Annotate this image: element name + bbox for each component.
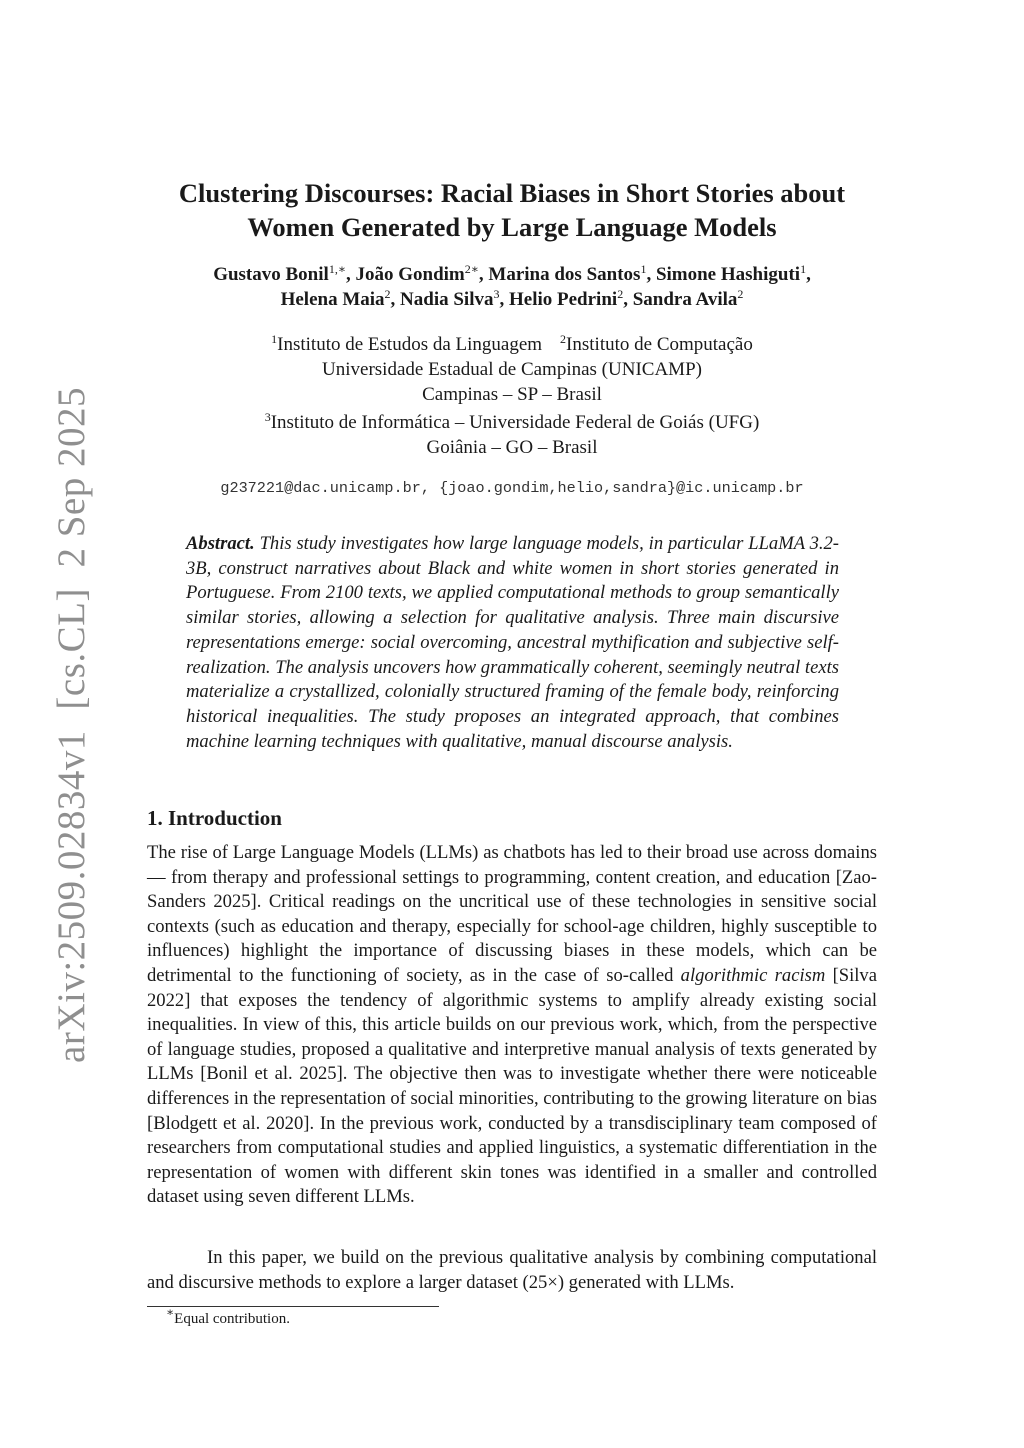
author-list (147, 262, 877, 312)
footnote-rule (147, 1306, 439, 1307)
arxiv-category: [cs.CL] (50, 588, 93, 710)
city-name: Goiânia – GO – Brasil (426, 437, 598, 458)
paper-title (147, 176, 877, 244)
intro-paragraph-1 (147, 841, 877, 1210)
intro-paragraph-2: In this paper, we build on the previous qualitative analysis by combining computational and discursive methods to explore a larger dataset (25×) generated with LLMs. (147, 1247, 877, 1293)
abstract (186, 532, 839, 754)
author-name: João Gondim (355, 264, 465, 285)
author-name: Gustavo Bonil (213, 264, 329, 285)
institute-name: Instituto de Computação (566, 334, 753, 355)
author-affiliation-mark: 2 (737, 287, 744, 301)
author-emails: g237221@dac.unicamp.br, {joao.gondim,helio,sandra}@ic.unicamp.br (220, 479, 804, 497)
abstract-text: This study investigates how large language models, in particular LLaMA 3.2-3B, construct narratives about Black and white women in short stories generated in Portuguese. From 2100 texts, we applied computational methods to group semantically similar stories, allowing a selection for qualitative analysis. Three main discursive representations emerge: social overcoming, ancestral mythification and subjective self-realization. The analysis uncovers how grammatically coherent, seemingly neutral texts materialize a crystallized, colonially structured framing of the female body, reinforcing historical inequalities. The study proposes an integrated approach, that combines machine learning techniques with qualitative, manual discourse analysis. (186, 533, 839, 752)
footnote-mark: ∗ (166, 1305, 175, 1319)
author-name: Helena Maia (280, 289, 385, 310)
author-separator: , (345, 264, 356, 285)
emphasized-term: algorithmic racism (680, 964, 826, 986)
arxiv-identifier-stamp (49, 375, 94, 1075)
abstract-label: Abstract. (186, 533, 255, 554)
author-affiliation-mark: 3 (493, 287, 500, 301)
author-separator: , (499, 289, 509, 310)
author-name: Sandra Avila (632, 289, 738, 310)
author-affiliation-mark: 2 (617, 287, 624, 301)
author-separator: , (623, 289, 633, 310)
footnote-text: Equal contribution. (174, 1311, 290, 1327)
title-line-1: Clustering Discourses: Racial Biases in Short Stories about (178, 178, 846, 208)
author-affiliation-mark: 2∗ (464, 262, 479, 276)
arxiv-id: arXiv:2509.02834v1 (50, 730, 93, 1063)
institute-name: Instituto de Informática – Universidade Federal de Goiás (UFG) (270, 412, 760, 433)
author-name: Helio Pedrini (509, 289, 618, 310)
arxiv-date: 2 Sep 2025 (50, 387, 93, 568)
affiliation-mark: 2 (560, 332, 567, 346)
author-separator: , (646, 264, 656, 285)
author-affiliation-mark: 1 (640, 262, 647, 276)
affiliation-unicamp (147, 332, 877, 407)
author-name: Nadia Silva (400, 289, 494, 310)
paragraph-text: The rise of Large Language Models (LLMs) as chatbots has led to their broad use across domains — from therapy and professional settings to programming, content creation, and education [Zao-Sanders 2025]. Critical readings on the uncritical use of these technologies in sensitive social contexts (such as education and therapy, especially for school-age children, highly susceptible to influences) highlight the importance of discussing biases in these models, which can be detrimental to the functioning of society, as in the case of so-called (147, 842, 877, 986)
author-affiliation-mark: 1 (800, 262, 807, 276)
affiliation-mark: 1 (271, 332, 278, 346)
paragraph-text: [Silva 2022] that exposes the tendency of algorithmic systems to amplify already existing social inequalities. In view of this, this article builds on our previous work, which, from the perspective of language studies, proposed a qualitative and interpretive manual analysis of texts generated by LLMs [Bonil et al. 2025]. The objective then was to investigate whether there were noticeable differences in the representation of social minorities, contributing to the growing literature on bias [Blodgett et al. 2020]. In the previous work, conducted by a transdisciplinary team composed of researchers from computational studies and applied linguistics, a systematic differentiation in the representation of women with different skin tones was identified in a smaller and controlled dataset using seven different LLMs. (147, 964, 877, 1208)
university-name: Universidade Estadual de Campinas (UNICAMP) (322, 359, 702, 380)
footnote (166, 1305, 290, 1328)
author-separator: , (478, 264, 489, 285)
author-affiliation-mark: 2 (384, 287, 391, 301)
city-name: Campinas – SP – Brasil (422, 384, 602, 405)
affiliation-ufg (147, 410, 877, 460)
title-line-2: Women Generated by Large Language Models (247, 212, 777, 242)
section-heading: 1. Introduction (147, 806, 282, 830)
author-separator: , (806, 264, 811, 285)
author-name: Simone Hashiguti (655, 264, 801, 285)
affiliation-mark: 3 (264, 410, 271, 424)
author-affiliation-mark: 1,∗ (328, 262, 346, 276)
institute-name: Instituto de Estudos da Linguagem (277, 334, 543, 355)
author-name: Marina dos Santos (488, 264, 641, 285)
author-separator: , (390, 289, 401, 310)
